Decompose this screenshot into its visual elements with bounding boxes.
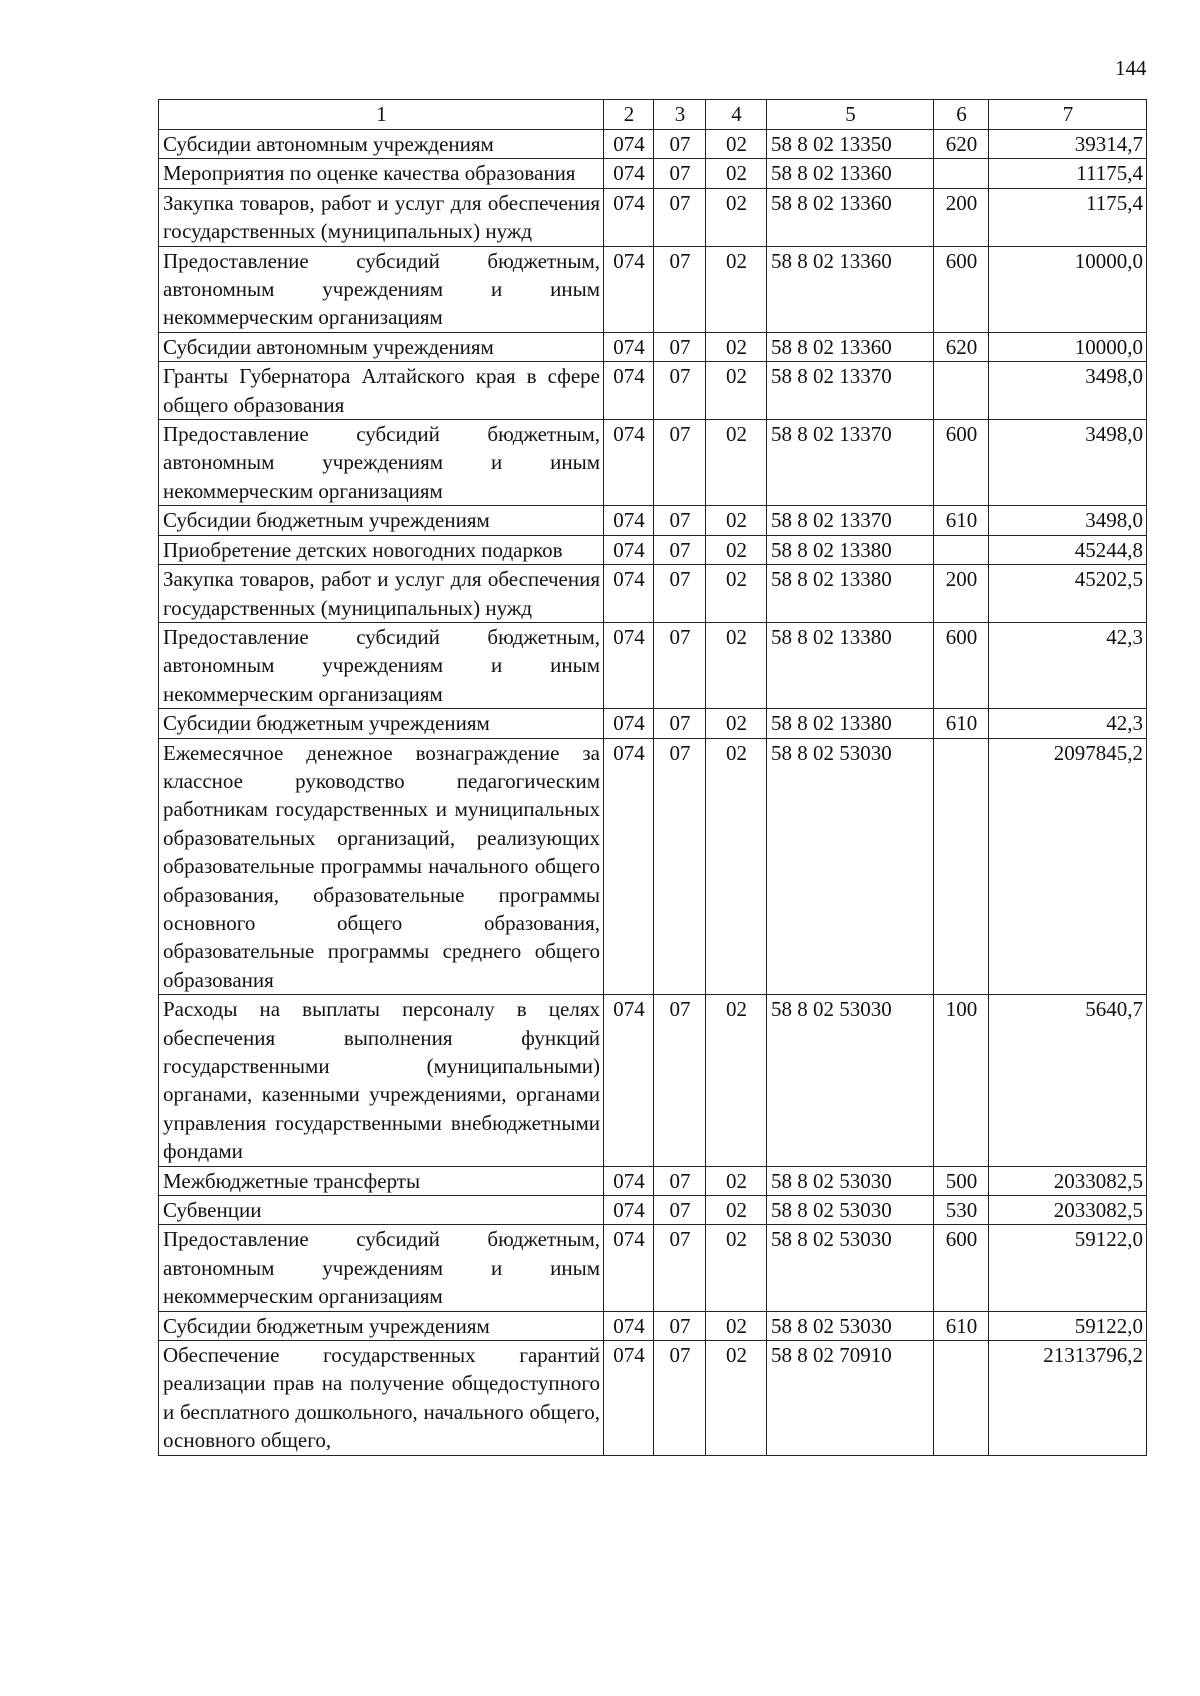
row-name-cell: Гранты Губернатора Алтайского края в сфере общего образования — [159, 362, 604, 420]
table-row — [159, 565, 1147, 623]
ministry-code-cell: 074 — [604, 565, 654, 623]
row-name-cell: Мероприятия по оценке качества образования — [159, 159, 604, 188]
ministry-code-cell: 074 — [604, 1225, 654, 1311]
amount-cell: 42,3 — [989, 709, 1147, 738]
target-article-cell: 58 8 02 70910 — [767, 1341, 934, 1456]
expense-type-cell: 620 — [934, 130, 989, 159]
subsection-cell: 02 — [706, 622, 767, 708]
amount-cell: 3498,0 — [989, 420, 1147, 506]
table-row — [159, 246, 1147, 332]
row-name-cell: Субсидии бюджетным учреждениям — [159, 506, 604, 535]
header-cell: 1 — [159, 100, 604, 130]
row-name-cell: Субсидии бюджетным учреждениям — [159, 1311, 604, 1340]
subsection-cell: 02 — [706, 738, 767, 995]
amount-cell: 21313796,2 — [989, 1341, 1147, 1456]
section-cell: 07 — [654, 506, 706, 535]
table-row — [159, 1196, 1147, 1225]
section-cell: 07 — [654, 1311, 706, 1340]
row-name-cell: Субсидии бюджетным учреждениям — [159, 709, 604, 738]
amount-cell: 3498,0 — [989, 506, 1147, 535]
subsection-cell: 02 — [706, 332, 767, 361]
amount-cell: 39314,7 — [989, 130, 1147, 159]
target-article-cell: 58 8 02 13380 — [767, 622, 934, 708]
ministry-code-cell: 074 — [604, 738, 654, 995]
header-cell: 5 — [767, 100, 934, 130]
header-cell: 6 — [934, 100, 989, 130]
page-number: 144 — [1115, 56, 1147, 80]
table-row — [159, 1225, 1147, 1311]
subsection-cell: 02 — [706, 188, 767, 246]
amount-cell: 2097845,2 — [989, 738, 1147, 995]
target-article-cell: 58 8 02 13360 — [767, 188, 934, 246]
header-row — [159, 100, 1147, 130]
expense-type-cell: 500 — [934, 1166, 989, 1195]
expense-type-cell — [934, 159, 989, 188]
section-cell: 07 — [654, 738, 706, 995]
amount-cell: 42,3 — [989, 622, 1147, 708]
amount-cell: 2033082,5 — [989, 1166, 1147, 1195]
target-article-cell: 58 8 02 13350 — [767, 130, 934, 159]
row-name-cell: Обеспечение государственных гарантий реализации прав на получение общедоступного и бесплатного дошкольного, начального общего, основного общего, — [159, 1341, 604, 1456]
amount-cell: 45202,5 — [989, 565, 1147, 623]
row-name-cell: Предоставление субсидий бюджетным, автономным учреждениям и иным некоммерческим организациям — [159, 246, 604, 332]
target-article-cell: 58 8 02 13380 — [767, 565, 934, 623]
subsection-cell: 02 — [706, 709, 767, 738]
target-article-cell: 58 8 02 13380 — [767, 709, 934, 738]
row-name-cell: Субсидии автономным учреждениям — [159, 130, 604, 159]
subsection-cell: 02 — [706, 130, 767, 159]
amount-cell: 1175,4 — [989, 188, 1147, 246]
subsection-cell: 02 — [706, 995, 767, 1166]
section-cell: 07 — [654, 420, 706, 506]
expense-type-cell: 600 — [934, 622, 989, 708]
ministry-code-cell: 074 — [604, 420, 654, 506]
row-name-cell: Приобретение детских новогодних подарков — [159, 535, 604, 564]
subsection-cell: 02 — [706, 1341, 767, 1456]
section-cell: 07 — [654, 246, 706, 332]
header-cell: 7 — [989, 100, 1147, 130]
table-row — [159, 188, 1147, 246]
row-name-cell: Межбюджетные трансферты — [159, 1166, 604, 1195]
row-name-cell: Ежемесячное денежное вознаграждение за классное руководство педагогическим работникам государственных и муниципальных образовательных организаций, реализующих образовательные программы начального общего образования, образовательные программы основного общего образования, образовательные программы среднего общего образования — [159, 738, 604, 995]
row-name-cell: Предоставление субсидий бюджетным, автономным учреждениям и иным некоммерческим организациям — [159, 1225, 604, 1311]
section-cell: 07 — [654, 995, 706, 1166]
table-row — [159, 1341, 1147, 1456]
table-row — [159, 535, 1147, 564]
expense-type-cell: 610 — [934, 1311, 989, 1340]
amount-cell: 11175,4 — [989, 159, 1147, 188]
target-article-cell: 58 8 02 53030 — [767, 1196, 934, 1225]
section-cell: 07 — [654, 535, 706, 564]
subsection-cell: 02 — [706, 565, 767, 623]
amount-cell: 59122,0 — [989, 1311, 1147, 1340]
header-cell: 3 — [654, 100, 706, 130]
subsection-cell: 02 — [706, 1166, 767, 1195]
ministry-code-cell: 074 — [604, 246, 654, 332]
ministry-code-cell: 074 — [604, 1341, 654, 1456]
expense-type-cell: 600 — [934, 246, 989, 332]
target-article-cell: 58 8 02 53030 — [767, 995, 934, 1166]
row-name-cell: Предоставление субсидий бюджетным, автономным учреждениям и иным некоммерческим организациям — [159, 622, 604, 708]
table-row — [159, 1166, 1147, 1195]
expense-type-cell: 610 — [934, 709, 989, 738]
ministry-code-cell: 074 — [604, 535, 654, 564]
row-name-cell: Субсидии автономным учреждениям — [159, 332, 604, 361]
budget-table — [158, 99, 1147, 1456]
section-cell: 07 — [654, 1341, 706, 1456]
subsection-cell: 02 — [706, 506, 767, 535]
table-row — [159, 420, 1147, 506]
target-article-cell: 58 8 02 13360 — [767, 246, 934, 332]
table-row — [159, 130, 1147, 159]
table-row — [159, 709, 1147, 738]
section-cell: 07 — [654, 130, 706, 159]
subsection-cell: 02 — [706, 1196, 767, 1225]
table-row — [159, 332, 1147, 361]
section-cell: 07 — [654, 159, 706, 188]
table-row — [159, 995, 1147, 1166]
expense-type-cell: 200 — [934, 565, 989, 623]
section-cell: 07 — [654, 1196, 706, 1225]
amount-cell: 3498,0 — [989, 362, 1147, 420]
expense-type-cell: 100 — [934, 995, 989, 1166]
amount-cell: 59122,0 — [989, 1225, 1147, 1311]
ministry-code-cell: 074 — [604, 332, 654, 361]
ministry-code-cell: 074 — [604, 159, 654, 188]
subsection-cell: 02 — [706, 420, 767, 506]
section-cell: 07 — [654, 362, 706, 420]
row-name-cell: Закупка товаров, работ и услуг для обеспечения государственных (муниципальных) нужд — [159, 188, 604, 246]
amount-cell: 10000,0 — [989, 246, 1147, 332]
row-name-cell: Предоставление субсидий бюджетным, автономным учреждениям и иным некоммерческим организациям — [159, 420, 604, 506]
ministry-code-cell: 074 — [604, 506, 654, 535]
row-name-cell: Расходы на выплаты персоналу в целях обеспечения выполнения функций государственными (муниципальными) органами, казенными учреждениями, органами управления государственными внебюджетными фондами — [159, 995, 604, 1166]
section-cell: 07 — [654, 332, 706, 361]
subsection-cell: 02 — [706, 535, 767, 564]
section-cell: 07 — [654, 1225, 706, 1311]
table-row — [159, 738, 1147, 995]
table-row — [159, 362, 1147, 420]
section-cell: 07 — [654, 565, 706, 623]
expense-type-cell: 600 — [934, 1225, 989, 1311]
target-article-cell: 58 8 02 13370 — [767, 506, 934, 535]
row-name-cell: Субвенции — [159, 1196, 604, 1225]
target-article-cell: 58 8 02 53030 — [767, 738, 934, 995]
table-row — [159, 159, 1147, 188]
expense-type-cell: 610 — [934, 506, 989, 535]
target-article-cell: 58 8 02 13380 — [767, 535, 934, 564]
expense-type-cell: 530 — [934, 1196, 989, 1225]
header-cell: 4 — [706, 100, 767, 130]
section-cell: 07 — [654, 709, 706, 738]
ministry-code-cell: 074 — [604, 188, 654, 246]
table-row — [159, 1311, 1147, 1340]
expense-type-cell: 620 — [934, 332, 989, 361]
expense-type-cell — [934, 738, 989, 995]
ministry-code-cell: 074 — [604, 1166, 654, 1195]
amount-cell: 10000,0 — [989, 332, 1147, 361]
expense-type-cell — [934, 1341, 989, 1456]
target-article-cell: 58 8 02 13370 — [767, 420, 934, 506]
amount-cell: 5640,7 — [989, 995, 1147, 1166]
section-cell: 07 — [654, 1166, 706, 1195]
section-cell: 07 — [654, 188, 706, 246]
table-row — [159, 622, 1147, 708]
ministry-code-cell: 074 — [604, 995, 654, 1166]
table-row — [159, 506, 1147, 535]
subsection-cell: 02 — [706, 362, 767, 420]
subsection-cell: 02 — [706, 1225, 767, 1311]
subsection-cell: 02 — [706, 1311, 767, 1340]
header-cell: 2 — [604, 100, 654, 130]
ministry-code-cell: 074 — [604, 1311, 654, 1340]
subsection-cell: 02 — [706, 159, 767, 188]
target-article-cell: 58 8 02 53030 — [767, 1225, 934, 1311]
target-article-cell: 58 8 02 53030 — [767, 1166, 934, 1195]
expense-type-cell — [934, 362, 989, 420]
ministry-code-cell: 074 — [604, 709, 654, 738]
ministry-code-cell: 074 — [604, 130, 654, 159]
expense-type-cell — [934, 535, 989, 564]
target-article-cell: 58 8 02 53030 — [767, 1311, 934, 1340]
amount-cell: 2033082,5 — [989, 1196, 1147, 1225]
ministry-code-cell: 074 — [604, 1196, 654, 1225]
expense-type-cell: 200 — [934, 188, 989, 246]
amount-cell: 45244,8 — [989, 535, 1147, 564]
target-article-cell: 58 8 02 13360 — [767, 159, 934, 188]
ministry-code-cell: 074 — [604, 622, 654, 708]
ministry-code-cell: 074 — [604, 362, 654, 420]
expense-type-cell: 600 — [934, 420, 989, 506]
row-name-cell: Закупка товаров, работ и услуг для обеспечения государственных (муниципальных) нужд — [159, 565, 604, 623]
target-article-cell: 58 8 02 13360 — [767, 332, 934, 361]
subsection-cell: 02 — [706, 246, 767, 332]
section-cell: 07 — [654, 622, 706, 708]
target-article-cell: 58 8 02 13370 — [767, 362, 934, 420]
